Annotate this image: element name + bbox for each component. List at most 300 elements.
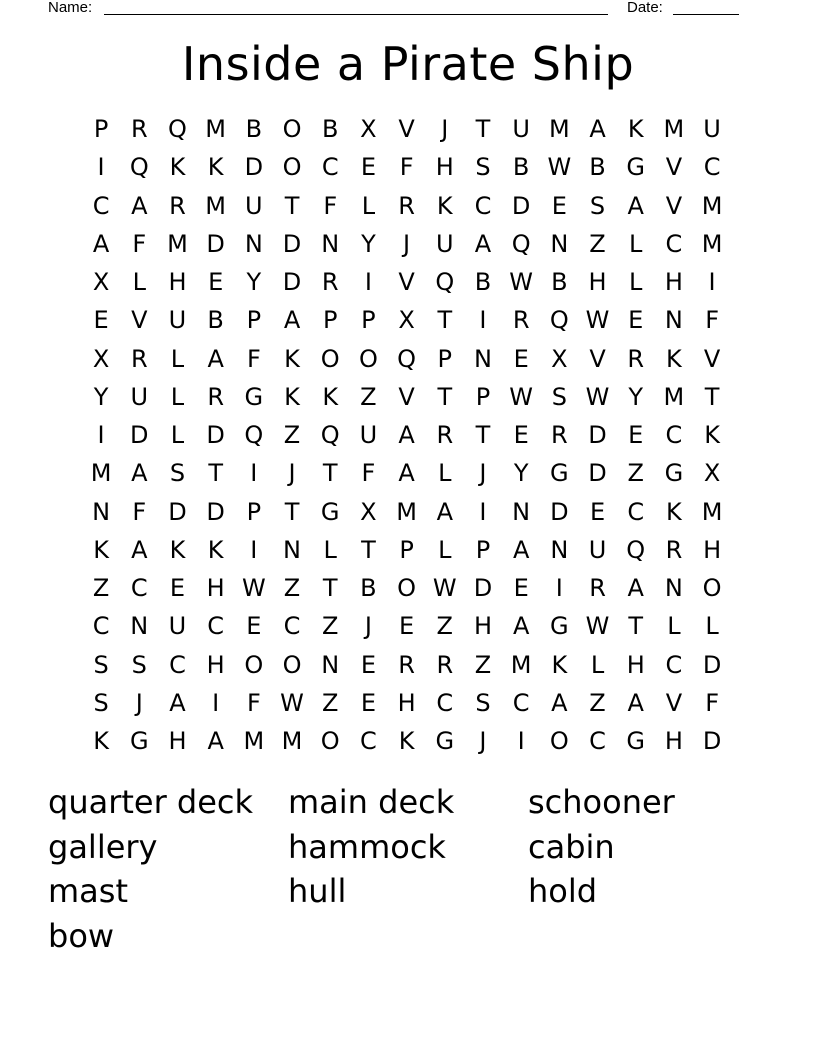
grid-letter: L [170,421,185,450]
grid-letter: Q [549,306,569,335]
grid-letter: I [212,688,220,717]
grid-letter: N [664,306,683,335]
grid-letter: A [512,612,530,641]
grid-letter: P [475,535,491,564]
grid-letter: M [663,382,685,411]
grid-letter: C [283,612,301,641]
grid-letter: W [547,153,572,182]
grid-letter: A [436,497,453,526]
grid-letter: A [627,688,644,717]
grid-letter: Q [397,344,417,373]
grid-letter: K [666,497,682,526]
grid-letter: C [130,574,148,603]
grid-letter: P [246,306,262,335]
grid-letter: T [284,191,300,220]
grid-letter: D [702,650,722,679]
header-line [0,0,816,20]
grid-letter: V [665,153,683,182]
grid-letter: M [548,115,570,144]
grid-letter: D [588,459,607,488]
grid-letter: O [282,153,302,182]
grid-letter: E [93,306,109,335]
grid-letter: P [361,306,376,335]
grid-letter: Y [361,229,376,258]
grid-letter: P [93,115,109,144]
grid-letter: T [284,497,300,526]
grid-letter: D [206,229,225,258]
grid-letter: F [246,688,261,717]
grid-letter: U [359,421,378,450]
grid-letter: M [396,497,417,526]
grid-letter: W [509,382,534,411]
grid-letter: I [250,459,258,488]
grid-letter: G [550,459,569,488]
grid-letter: V [398,115,415,144]
grid-letter: G [626,153,646,182]
grid-letter: T [208,459,223,488]
word-bank-item: bow [48,916,115,955]
grid-letter: P [246,497,262,526]
grid-letter: E [360,688,376,717]
grid-letter: R [589,574,606,603]
grid-letter: O [320,344,340,373]
grid-letter: B [512,153,530,182]
grid-letter: E [169,574,186,603]
grid-letter: T [628,612,644,641]
name-blank-line [104,14,608,15]
grid-letter: H [664,727,683,756]
letter-grid [82,110,731,760]
date-blank-line [673,14,739,15]
grid-letter: L [629,229,643,258]
grid-letter: D [588,421,607,450]
grid-letter: Q [320,421,340,450]
grid-letter: O [397,574,417,603]
grid-letter: A [169,688,186,717]
word-bank [48,780,768,958]
grid-letter: S [131,650,147,679]
grid-letter: B [245,115,263,144]
grid-letter: C [92,612,110,641]
grid-letter: V [131,306,148,335]
grid-letter: I [250,535,258,564]
word-bank-item: hull [288,872,347,910]
grid-letter: G [550,612,569,641]
grid-letter: B [207,306,224,335]
word-bank-item: schooner [528,783,675,821]
grid-letter: I [97,421,105,450]
grid-letter: K [627,115,644,144]
grid-letter: U [245,191,263,220]
grid-letter: W [241,574,266,603]
grid-letter: Q [129,153,149,182]
grid-letter: D [511,191,531,220]
grid-letter: O [244,650,264,679]
grid-letter: K [207,535,224,564]
grid-letter: M [663,115,685,144]
grid-letter: A [92,229,110,258]
grid-letter: X [92,268,110,297]
grid-letter: K [169,153,186,182]
grid-letter: J [441,115,449,144]
grid-letter: P [475,382,491,411]
grid-letter: P [322,306,338,335]
grid-letter: Z [627,459,644,488]
grid-letter: L [667,612,681,641]
grid-letter: H [397,688,416,717]
grid-letter: E [589,497,606,526]
grid-letter: U [130,382,149,411]
grid-letter: F [705,306,719,335]
grid-letter: A [131,459,148,488]
grid-letter: Z [589,688,606,717]
grid-letter: R [398,191,415,220]
grid-letter: Q [435,268,455,297]
grid-letter: L [438,535,452,564]
grid-letter: T [361,535,376,564]
grid-letter: O [702,574,722,603]
grid-letter: H [664,268,683,297]
grid-letter: N [321,650,340,679]
grid-letter: R [130,344,148,373]
grid-letter: K [284,382,300,411]
grid-letter: Z [436,612,453,641]
word-bank-item: main deck [288,783,455,821]
grid-letter: S [169,459,186,488]
grid-letter: E [513,421,529,450]
grid-letter: J [364,612,372,641]
grid-letter: Q [168,115,187,144]
grid-letter: N [130,612,149,641]
grid-letter: H [206,574,225,603]
grid-letter: B [551,268,568,297]
word-bank-item: hold [528,872,598,910]
grid-letter: K [169,535,186,564]
grid-letter: N [664,574,683,603]
grid-letter: C [360,727,377,756]
grid-letter: V [665,191,683,220]
grid-letter: K [322,382,339,411]
grid-letter: T [322,459,338,488]
grid-letter: R [551,421,568,450]
grid-letter: J [479,727,487,756]
grid-letter: H [168,268,187,297]
grid-letter: C [169,650,186,679]
grid-letter: K [93,727,109,756]
grid-letter: A [512,535,530,564]
grid-letter: J [135,688,143,717]
name-label: Name: [48,0,93,16]
grid-letter: E [628,421,644,450]
grid-letter: S [93,688,109,717]
grid-letter: V [398,382,415,411]
grid-letter: K [398,727,415,756]
grid-letter: R [665,535,683,564]
grid-letter: T [437,306,453,335]
grid-letter: R [207,382,224,411]
grid-letter: D [244,153,264,182]
grid-letter: E [399,612,415,641]
grid-letter: Y [246,268,262,297]
grid-letter: S [589,191,606,220]
grid-letter: F [361,459,376,488]
grid-letter: O [320,727,340,756]
grid-letter: Q [244,421,264,450]
grid-letter: D [168,497,187,526]
grid-letter: W [432,574,457,603]
grid-letter: C [665,650,683,679]
grid-letter: M [243,727,265,756]
grid-letter: N [244,229,263,258]
date-label: Date: [627,0,663,16]
grid-letter: U [703,115,721,144]
grid-letter: Z [474,650,492,679]
grid-letter: N [550,535,569,564]
grid-letter: A [627,574,644,603]
grid-letter: R [627,344,645,373]
grid-letter: U [512,115,530,144]
grid-letter: R [321,268,339,297]
grid-letter: R [130,115,148,144]
grid-letter: Z [360,382,377,411]
grid-letter: B [321,115,339,144]
grid-letter: M [701,497,723,526]
grid-letter: R [436,650,454,679]
grid-letter: X [360,115,377,144]
grid-letter: C [665,421,683,450]
grid-letter: U [168,612,187,641]
grid-letter: O [282,115,302,144]
grid-letter: W [509,268,534,297]
grid-letter: K [666,344,682,373]
grid-letter: Y [628,382,644,411]
word-bank-item: gallery [48,827,158,866]
grid-letter: Z [589,229,606,258]
grid-letter: S [475,688,491,717]
grid-letter: W [585,382,610,411]
grid-letter: K [93,535,109,564]
grid-letter: S [551,382,567,411]
grid-letter: R [169,191,186,220]
grid-letter: M [90,459,112,488]
grid-letter: O [549,727,569,756]
grid-letter: V [703,344,721,373]
grid-letter: E [208,268,224,297]
grid-letter: H [703,535,722,564]
grid-letter: H [473,612,492,641]
grid-letter: A [131,535,148,564]
grid-letter: C [589,727,606,756]
grid-letter: B [360,574,377,603]
grid-letter: I [517,727,525,756]
grid-letter: G [664,459,684,488]
grid-letter: M [510,650,532,679]
page-title: Inside a Pirate Ship [181,37,635,91]
grid-letter: C [207,612,225,641]
grid-letter: V [398,268,415,297]
grid-letter: M [205,115,227,144]
grid-letter: U [588,535,607,564]
grid-letter: H [168,727,187,756]
grid-letter: P [437,344,453,373]
grid-letter: D [206,497,225,526]
grid-letter: E [628,306,644,335]
grid-letter: C [92,191,110,220]
grid-letter: K [284,344,300,373]
grid-letter: A [207,727,224,756]
grid-letter: G [435,727,455,756]
grid-letter: R [398,650,415,679]
grid-letter: Q [511,229,531,258]
grid-letter: G [320,497,340,526]
grid-letter: X [360,497,377,526]
grid-letter: L [705,612,719,641]
grid-letter: L [132,268,146,297]
grid-letter: N [283,535,301,564]
grid-letter: Z [321,688,339,717]
word-bank-item: hammock [288,827,446,866]
grid-letter: K [551,650,568,679]
word-bank-item: mast [48,872,128,910]
grid-letter: Q [626,535,646,564]
grid-letter: H [588,268,607,297]
grid-letter: A [131,191,148,220]
grid-letter: N [473,344,492,373]
grid-letter: Y [93,382,109,411]
grid-letter: D [702,727,722,756]
grid-letter: X [551,344,568,373]
grid-letter: F [132,229,147,258]
grid-letter: D [206,421,225,450]
grid-letter: K [436,191,453,220]
grid-letter: T [704,382,720,411]
grid-letter: I [364,268,372,297]
grid-letter: X [398,306,415,335]
grid-letter: J [479,459,487,488]
grid-letter: J [403,229,411,258]
grid-letter: M [281,727,303,756]
grid-letter: C [703,153,721,182]
grid-letter: C [665,229,683,258]
grid-letter: A [589,115,606,144]
grid-letter: E [513,344,529,373]
grid-letter: H [626,650,645,679]
grid-letter: N [321,229,340,258]
word-bank-item: cabin [528,827,615,866]
grid-letter: W [585,306,610,335]
grid-letter: M [205,191,227,220]
grid-letter: I [555,574,563,603]
grid-letter: K [207,153,224,182]
grid-letter: G [626,727,646,756]
grid-letter: F [132,497,147,526]
grid-letter: C [321,153,339,182]
grid-letter: C [627,497,645,526]
grid-letter: S [93,650,109,679]
grid-letter: R [512,306,530,335]
grid-letter: T [437,382,453,411]
grid-letter: D [282,229,302,258]
word-bank-item: quarter deck [48,783,254,821]
grid-letter: I [97,153,105,182]
grid-letter: L [629,268,643,297]
grid-letter: F [399,153,414,182]
grid-letter: K [704,421,720,450]
grid-letter: L [170,344,185,373]
grid-letter: W [280,688,304,717]
grid-letter: F [323,191,338,220]
grid-letter: M [701,229,723,258]
grid-letter: D [550,497,569,526]
grid-letter: A [398,421,415,450]
grid-letter: U [435,229,454,258]
grid-letter: L [323,535,337,564]
grid-letter: C [474,191,492,220]
grid-letter: E [551,191,567,220]
grid-letter: T [475,421,491,450]
grid-letter: R [436,421,454,450]
grid-letter: L [361,191,376,220]
grid-letter: A [207,344,224,373]
grid-letter: O [358,344,378,373]
grid-letter: A [474,229,492,258]
grid-letter: C [512,688,530,717]
grid-letter: E [246,612,262,641]
grid-letter: H [435,153,454,182]
grid-letter: N [92,497,111,526]
grid-letter: A [398,459,415,488]
grid-letter: G [129,727,149,756]
grid-letter: J [288,459,296,488]
grid-letter: V [665,688,683,717]
grid-letter: N [550,229,569,258]
grid-letter: B [589,153,606,182]
grid-letter: A [551,688,568,717]
grid-letter: A [627,191,644,220]
grid-letter: U [168,306,187,335]
grid-letter: W [585,612,610,641]
grid-letter: H [206,650,225,679]
grid-letter: L [170,382,185,411]
grid-letter: I [479,497,487,526]
grid-letter: E [360,650,376,679]
grid-letter: Y [513,459,529,488]
grid-letter: Z [283,574,301,603]
grid-letter: D [130,421,149,450]
grid-letter: V [589,344,606,373]
grid-letter: S [475,153,491,182]
grid-letter: D [282,268,302,297]
grid-letter: X [703,459,721,488]
grid-letter: A [283,306,301,335]
grid-letter: T [475,115,491,144]
grid-letter: Z [321,612,339,641]
grid-letter: N [512,497,531,526]
grid-letter: M [167,229,188,258]
grid-letter: E [513,574,529,603]
grid-letter: I [708,268,716,297]
grid-letter: F [705,688,719,717]
grid-letter: L [590,650,605,679]
grid-letter: X [92,344,110,373]
grid-letter: T [322,574,338,603]
grid-letter: Z [283,421,301,450]
grid-letter: Z [92,574,110,603]
grid-letter: M [701,191,723,220]
grid-letter: I [479,306,487,335]
grid-letter: C [436,688,454,717]
grid-letter: D [473,574,493,603]
